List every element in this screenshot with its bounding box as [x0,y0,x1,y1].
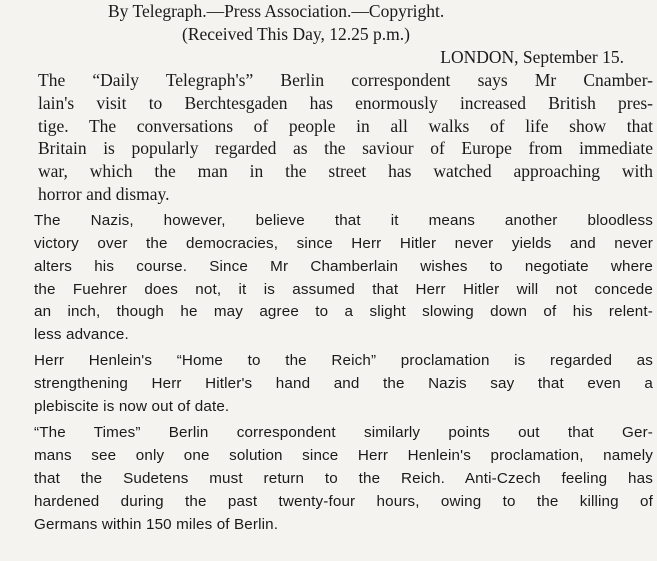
paragraph-line: mans see only one solution since Herr Henlein's proclamation, namely [34,446,653,464]
paragraph-line: horror and dismay. [38,183,170,204]
paragraph-4 [4,422,653,537]
paragraph-line: Germans within 150 miles of Berlin. [34,515,279,533]
paragraph-2 [4,210,653,347]
byline: By Telegraph.—Press Association.—Copyright. [108,1,445,21]
paragraph-line: The “Daily Telegraph's” Berlin correspondent says Mr Cnamber- [38,70,653,90]
paragraph-line: alters his course. Since Mr Chamberlain wishes to negotiate where [34,257,653,275]
paragraph-3 [4,350,653,419]
paragraph-line: war, which the man in the street has watched approaching with [38,161,653,182]
paragraph-1 [4,69,653,206]
received-time: (Received This Day, 12.25 p.m.) [182,24,410,44]
paragraph-line: that the Sudetens must return to the Reich. Anti-Czech feeling has [34,469,653,487]
paragraph-line: less advance. [34,326,129,344]
paragraph-line: hardened during the past twenty-four hours, owing to the killing of [34,492,653,510]
paragraph-line: the Fuehrer does not, it is assumed that Herr Hitler will not concede [34,280,653,298]
paragraph-line: plebiscite is now out of date. [34,398,230,416]
paragraph-line: lain's visit to Berchtesgaden has enormously increased British pres- [38,92,653,113]
paragraph-line: “The Times” Berlin correspondent similarly points out that Ger- [34,423,653,441]
paragraph-line: an inch, though he may agree to a slight slowing down of his relent- [34,303,653,321]
paragraph-line: victory over the democracies, since Herr Hitler never yields and never [34,234,653,252]
dateline: LONDON, September 15. [440,47,624,67]
paragraph-line: The Nazis, however, believe that it means another bloodless [34,211,653,229]
paragraph-line: tige. The conversations of people in all walks of life show that [38,115,653,136]
news-article [4,0,653,536]
paragraph-line: Herr Henlein's “Home to the Reich” proclamation is regarded as [34,352,653,370]
paragraph-line: Britain is popularly regarded as the saviour of Europe from immediate [38,138,653,159]
paragraph-line: strengthening Herr Hitler's hand and the Nazis say that even a [34,375,653,393]
